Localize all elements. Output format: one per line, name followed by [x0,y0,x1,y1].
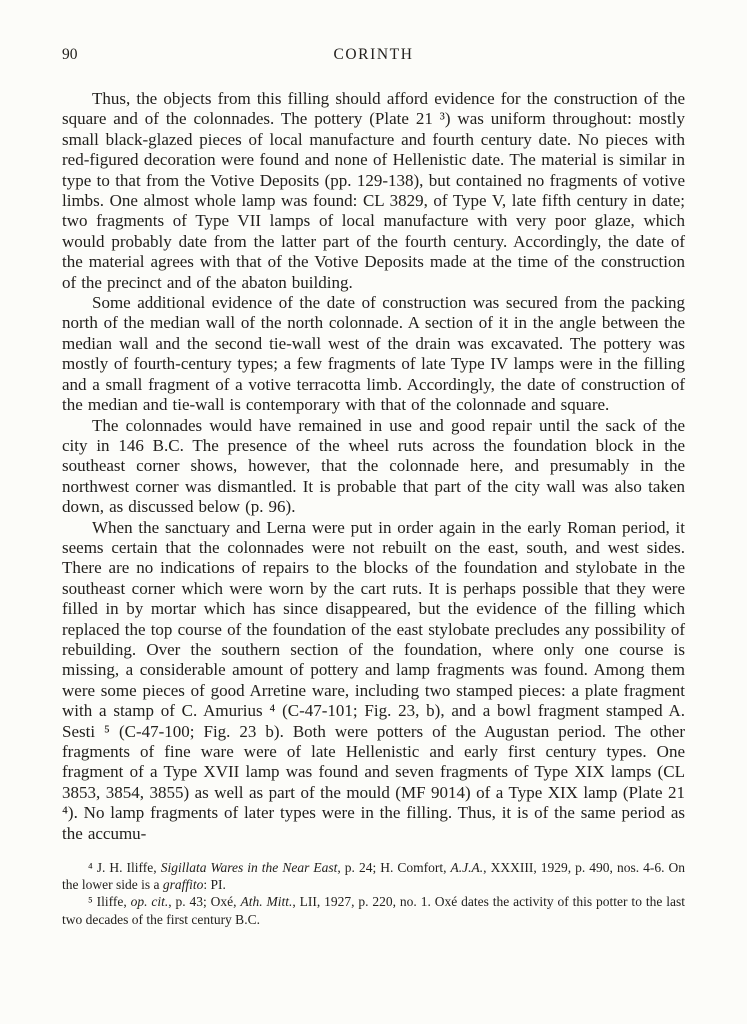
page-header [62,46,685,66]
paragraph-4: When the sanctuary and Lerna were put in order again in the early Roman period, it seems certain that the colonnades were not rebuilt on the east, south, and west sides. There are no indications of repairs to the blocks of the foundation and stylobate in the southeast corner which were worn by the cart ruts. It is perhaps possible that they were filled in by mortar which has since disappeared, but the evidence of the filling which replaced the top course of the foundation of the east stylobate precludes any possibility of rebuilding. Over the southern section of the foundation, where only one course is missing, a considerable amount of pottery and lamp fragments was found. Among them were some pieces of good Arretine ware, including two stamped pieces: a plate fragment with a stamp of C. Amurius ⁴ (C-47-101; Fig. 23, b), and a bowl fragment stamped A. Sesti ⁵ (C-47-100; Fig. 23 b). Both were potters of the Augustan period. The other fragments of fine ware were of late Hellenistic and early first century types. One fragment of a Type XVII lamp was found and seven fragments of Type XIX lamps (CL 3853, 3854, 3855) as well as part of the mould (MF 9014) of a Type XIX lamp (Plate 21 ⁴). No lamp fragments of later types were in the filling. Thus, it is of the same period as the accumu- [62,517,685,843]
footnote-5: ⁵ Iliffe, op. cit., p. 43; Oxé, Ath. Mitt., LII, 1927, p. 220, no. 1. Oxé dates the activity of this potter to the last two decades of the first century B.C. [62,894,685,927]
footnotes [62,859,685,928]
running-head: CORINTH [333,46,414,63]
footnote-4: ⁴ J. H. Iliffe, Sigillata Wares in the Near East, p. 24; H. Comfort, A.J.A., XXXIII, 1929, p. 490, nos. 4-6. On the lower side is a graffito: PI. [62,860,686,893]
paragraph-3: The colonnades would have remained in use and good repair until the sack of the city in 146 B.C. The presence of the wheel ruts across the foundation block in the southeast corner shows, however, that the colonnade here, and presumably in the northwest corner was dismantled. It is probable that part of the city wall was also taken down, as discussed below (p. 96). [62,415,685,517]
body-text [62,89,685,844]
paragraph-2: Some additional evidence of the date of construction was secured from the packing north of the median wall of the north colonnade. A section of it in the angle between the median wall and the second tie-wall west of the drain was excavated. The pottery was mostly of fourth-century types; a few fragments of late Type IV lamps were in the filling and a small fragment of a votive terracotta limb. Accordingly, the date of construction of the median and tie-wall is contemporary with that of the colonnade and square. [62,293,685,415]
paragraph-1: Thus, the objects from this filling should afford evidence for the construction of the square and of the colonnades. The pottery (Plate 21 ³) was uniform throughout: mostly small black-glazed pieces of local manufacture and fourth century date. No pieces with red-figured decoration were found and none of Hellenistic date. The material is similar in type to that from the Votive Deposits (pp. 129-138), but contained no fragments of votive limbs. One almost whole lamp was found: CL 3829, of Type V, late fifth century in date; two fragments of Type VII lamps of local manufacture with very poor glaze, which would probably date from the latter part of the fourth century. Accordingly, the date of the material agrees with that of the Votive Deposits made at the time of the construction of the precinct and of the abaton building. [62,89,685,292]
page-number: 90 [62,46,78,63]
